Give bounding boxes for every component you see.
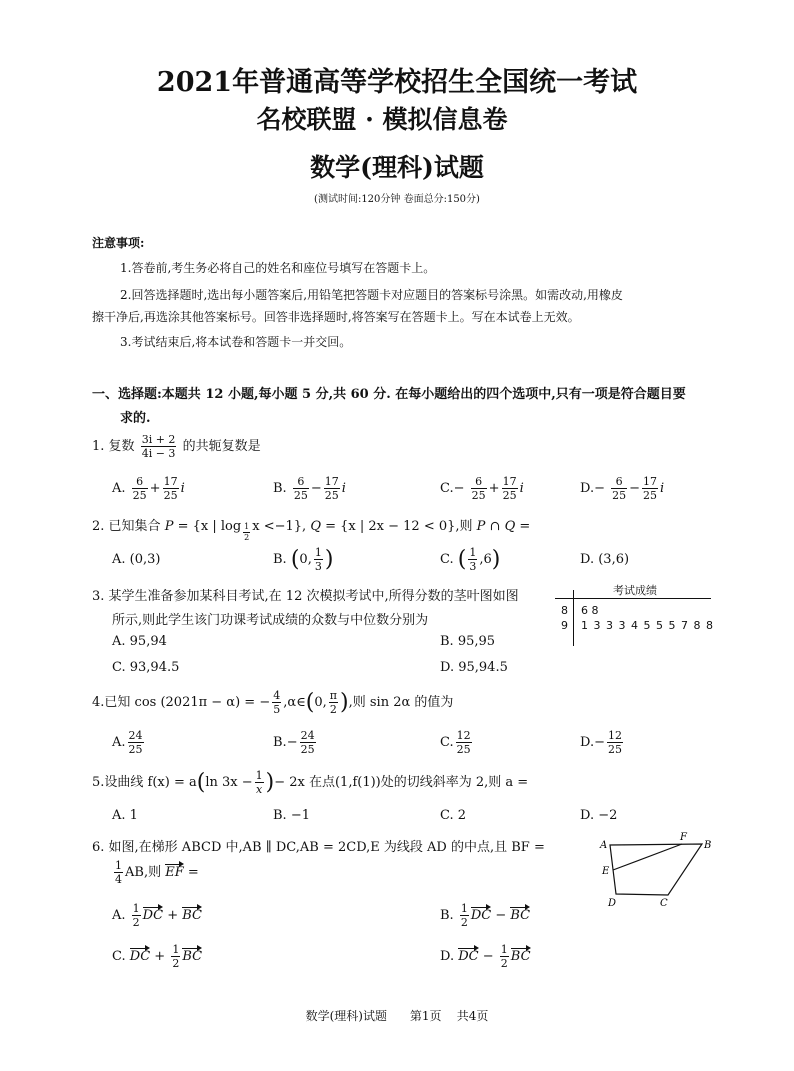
- q6-option-d: D. DC − $\frac{1}{2}$ BC: [440, 943, 531, 970]
- fraction: $\frac{3i + 2}{4i - 3}$: [141, 433, 176, 460]
- q3-option-a: A. 95,94: [112, 634, 167, 649]
- q2-option-d: D. (3,6): [580, 552, 630, 567]
- question-4: 4.已知 cos (2021π − α) = − $\frac{4}{5}$ ,α∈(0, $\frac{\pi}{2}$ ),则 sin 2α 的值为: [92, 689, 454, 716]
- label-c: C: [660, 898, 668, 908]
- section-heading: 一、选择题:本题共 12 小题,每小题 5 分,共 60 分. 在每小题给出的四个选项中,只有一项是符合题目要: [92, 387, 686, 402]
- q1-option-b: B. $\frac{6}{25}$ − $\frac{17}{25}$ i: [273, 475, 346, 502]
- question-1: [92, 434, 261, 459]
- q4-option-c: C. $\frac{12}{25}$: [440, 729, 471, 756]
- segment-ef: [613, 844, 682, 870]
- question-3: 3. 某学生准备参加某科目考试,在 12 次模拟考试中,所得分数的茎叶图如图: [92, 589, 519, 604]
- label-a: A: [600, 840, 608, 851]
- note-2a: 2.回答选择题时,选出每小题答案后,用铅笔把答题卡对应题目的答案标号涂黑。如需改动,用橡皮: [120, 288, 623, 302]
- q1-option-c: C.− $\frac{6}{25}$ + $\frac{17}{25}$ i: [440, 475, 524, 502]
- page-footer: [0, 1007, 794, 1024]
- footer-total: 共4页: [456, 1009, 489, 1023]
- stem-9: 9: [561, 619, 568, 632]
- stem-leaf-plot: [555, 582, 711, 646]
- label-e: E: [602, 866, 610, 877]
- label-b: B: [704, 840, 712, 851]
- exam-subtitle: 名校联盟 · 模拟信息卷: [256, 105, 508, 134]
- time-info: (测试时间:120分钟 卷面总分:150分): [314, 194, 480, 205]
- question-3-cont: 所示,则此学生该门功课考试成绩的众数与中位数分别为: [112, 613, 429, 628]
- paper-title: 数学(理科)试题: [310, 153, 484, 182]
- note-1: 1.答卷前,考生务必将自己的姓名和座位号填写在答题卡上。: [120, 261, 436, 275]
- q2-option-c: C. ( $\frac{1}{3}$ ,6): [440, 546, 501, 573]
- q-text: 复数: [108, 439, 135, 454]
- q5-option-c: C. 2: [440, 808, 467, 823]
- question-5: 5.设曲线 f(x) = a(ln 3x − $\frac{1}{x}$ )− 2x 在点(1,f(1))处的切线斜率为 2,则 a =: [92, 769, 529, 796]
- q5-option-d: D. −2: [580, 808, 618, 823]
- note-2b: 擦干净后,再选涂其他答案标号。回答非选择题时,将答案写在答题卡上。写在本试卷上无效。: [92, 310, 580, 324]
- label-f: F: [680, 832, 687, 843]
- notes-heading: 注意事项:: [92, 236, 145, 250]
- q3-option-c: C. 93,94.5: [112, 660, 180, 675]
- q5-option-a: A. 1: [112, 808, 138, 823]
- question-2: 2. 已知集合 P = {x | log $\frac{1}{2}$ x <−1}, Q = {x | 2x − 12 < 0},则 P ∩ Q =: [92, 519, 531, 542]
- q6-option-a: A. $\frac{1}{2}$ DC + BC: [112, 902, 202, 929]
- trapezoid-figure: [596, 830, 716, 908]
- q1-option-d: D.− $\frac{6}{25}$ − $\frac{17}{25}$ i: [580, 475, 665, 502]
- leaves-8: 6 8: [581, 604, 599, 617]
- q2-option-a: A. (0,3): [112, 552, 161, 567]
- stem-leaf-hline: [555, 598, 711, 599]
- section-heading-cont: 求的.: [120, 411, 151, 426]
- label-d: D: [608, 898, 617, 908]
- footer-page: 第1页: [409, 1009, 442, 1023]
- trapezoid-abcd: [610, 844, 702, 895]
- stem-8: 8: [561, 604, 568, 617]
- q6-option-c: C. DC + $\frac{1}{2}$ BC: [112, 943, 203, 970]
- question-6-cont: $\frac{1}{4}$ AB,则 EF =: [115, 859, 199, 886]
- q4-option-a: A. $\frac{24}{25}$: [112, 729, 143, 756]
- q4-option-d: D.− $\frac{12}{25}$: [580, 729, 622, 756]
- q-number: 1.: [92, 439, 105, 454]
- q2-option-b: B. (0, $\frac{1}{3}$ ): [273, 546, 334, 573]
- stem-leaf-vline: [573, 590, 574, 646]
- stem-leaf-title: 考试成绩: [613, 584, 657, 597]
- q3-option-b: B. 95,95: [440, 634, 496, 649]
- q6-option-b: B. $\frac{1}{2}$ DC − BC: [440, 902, 531, 929]
- note-3: 3.考试结束后,将本试卷和答题卡一并交回。: [120, 335, 352, 349]
- question-6: 6. 如图,在梯形 ABCD 中,AB ∥ DC,AB = 2CD,E 为线段 AD 的中点,且 BF =: [92, 840, 545, 855]
- q-text: 的共轭复数是: [182, 439, 261, 454]
- footer-subject: 数学(理科)试题: [305, 1009, 387, 1023]
- q4-option-b: B.− $\frac{24}{25}$: [273, 729, 315, 756]
- q3-option-d: D. 95,94.5: [440, 660, 508, 675]
- q1-option-a: A. $\frac{6}{25}$ + $\frac{17}{25}$ i: [112, 475, 185, 502]
- q5-option-b: B. −1: [273, 808, 310, 823]
- exam-title: 2021年普通高等学校招生全国统一考试: [156, 67, 638, 98]
- leaves-9: 1 3 3 3 4 5 5 5 7 8 8: [581, 619, 713, 632]
